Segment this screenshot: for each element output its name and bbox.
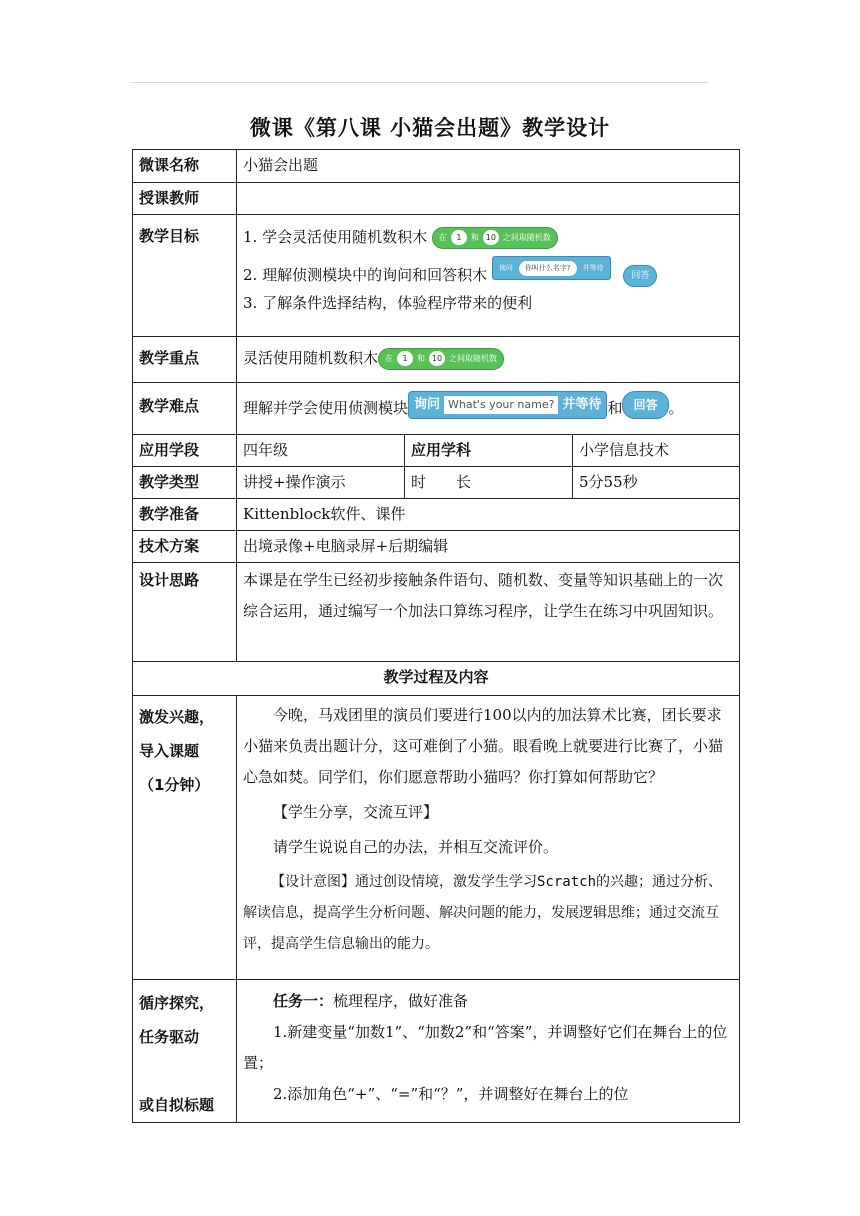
random-block-mid: 和 xyxy=(417,354,426,363)
stage-1-line-2: 导入课题 xyxy=(139,742,200,760)
value-course-name: 小猫会出题 xyxy=(237,150,740,183)
row-tech xyxy=(133,531,740,563)
value-prep: Kittenblock软件、课件 xyxy=(237,499,740,531)
value-duration: 5分55秒 xyxy=(573,467,740,499)
stage-2-line-1: 循序探究， xyxy=(139,994,215,1012)
label-teacher: 授课教师 xyxy=(133,183,237,215)
random-block-min: 1 xyxy=(397,351,413,366)
answer-block: 回答 xyxy=(623,265,657,287)
value-design: 本课是在学生已经初步接触条件语句、随机数、变量等知识基础上的一次综合运用，通过编写一个加法口算练习程序，让学生在练习中巩固知识。 xyxy=(237,563,740,662)
label-key-points: 教学重点 xyxy=(133,337,237,383)
label-prep: 教学准备 xyxy=(133,499,237,531)
stage-2-line-4: 或自拟标题 xyxy=(139,1096,215,1114)
row-process-header xyxy=(133,662,740,696)
goal-2 xyxy=(243,261,733,289)
difficulties-text: 理解并学会使用侦测模块 xyxy=(243,399,409,417)
random-block-pre: 在 xyxy=(385,354,394,363)
task-1-step-1: 1.新建变量“加数1”、“加数2”和“答案”，并调整好它们在舞台上的位置； xyxy=(243,1023,728,1072)
row-key-points xyxy=(133,337,740,383)
random-block-mid: 和 xyxy=(470,233,479,242)
ask-and-wait-block xyxy=(492,256,611,280)
goal-1 xyxy=(243,223,733,251)
row-teacher xyxy=(133,183,740,215)
stage-2-line-2: 任务驱动 xyxy=(139,1028,200,1046)
answer-block-large: 回答 xyxy=(622,391,668,419)
row-stage-2 xyxy=(133,980,740,1123)
ask-block-post: 并等待 xyxy=(562,397,602,412)
row-stage-1 xyxy=(133,696,740,980)
goal-3: 3. 了解条件选择结构，体验程序带来的便利 xyxy=(243,294,533,312)
label-tech: 技术方案 xyxy=(133,531,237,563)
stage-1-intro: 今晚，马戏团里的演员们要进行100以内的加法算术比赛，团长要求小猫来负责出题计分，这可难倒了小猫。眼看晚上就要进行比赛了，小猫心急如焚。同学们，你们愿意帮助小猫吗？你打算如何帮助它？ xyxy=(243,706,724,786)
task-1-title: 任务一： xyxy=(273,992,334,1010)
lesson-design-table xyxy=(132,149,740,1123)
task-1-desc: 梳理程序，做好准备 xyxy=(333,992,469,1010)
random-block-pre: 在 xyxy=(438,233,447,242)
row-difficulties xyxy=(133,383,740,435)
label-grade: 应用学段 xyxy=(133,435,237,467)
value-tech: 出境录像+电脑录屏+后期编辑 xyxy=(237,531,740,563)
row-grade-subject xyxy=(133,435,740,467)
header-rule xyxy=(130,82,708,83)
label-subject: 应用学科 xyxy=(405,435,573,467)
label-difficulties: 教学难点 xyxy=(133,383,237,435)
row-goals xyxy=(133,215,740,337)
stage-1-line-3: （1分钟） xyxy=(139,776,210,794)
ask-block-question: 你叫什么名字? xyxy=(519,261,577,276)
document-title: 微课《第八课 小猫会出题》教学设计 xyxy=(249,116,611,140)
stage-1-line-1: 激发兴趣， xyxy=(139,708,215,726)
ask-block-question: What's your name? xyxy=(444,396,558,414)
stage-2-line-gap xyxy=(139,1054,230,1088)
ask-block-post: 并等待 xyxy=(582,264,604,272)
value-type: 讲授+操作演示 xyxy=(237,467,405,499)
process-header: 教学过程及内容 xyxy=(133,662,740,696)
task-1-step-2: 2.添加角色“+”、“=”和“？”，并调整好在舞台上的位 xyxy=(273,1085,629,1103)
difficulties-end: 。 xyxy=(668,399,684,417)
label-type: 教学类型 xyxy=(133,467,237,499)
stage-1-evaluate: 请学生说说自己的办法，并相互交流评价。 xyxy=(273,838,559,856)
row-type-duration xyxy=(133,467,740,499)
random-block-max: 10 xyxy=(483,230,499,245)
value-subject: 小学信息技术 xyxy=(573,435,740,467)
value-difficulties xyxy=(237,383,740,435)
row-course-name xyxy=(133,150,740,183)
key-points-text: 灵活使用随机数积木 xyxy=(243,349,379,367)
value-grade: 四年级 xyxy=(237,435,405,467)
label-stage-1 xyxy=(133,696,237,980)
label-design: 设计思路 xyxy=(133,563,237,662)
value-teacher xyxy=(237,183,740,215)
random-block-min: 1 xyxy=(451,230,467,245)
ask-block-pre: 询问 xyxy=(498,264,513,272)
stage-2-content xyxy=(237,980,740,1123)
task-1-heading xyxy=(243,986,733,1017)
difficulties-and: 和 xyxy=(607,399,623,417)
row-design xyxy=(133,563,740,662)
random-block-post: 之间取随机数 xyxy=(449,354,498,363)
stage-1-content xyxy=(237,696,740,980)
value-goals xyxy=(237,215,740,337)
goal-2-text: 2. 理解侦测模块中的询问和回答积木 xyxy=(243,266,488,284)
stage-1-share: 【学生分享，交流互评】 xyxy=(273,803,439,821)
random-block xyxy=(432,227,558,249)
ask-and-wait-block-large xyxy=(408,391,607,419)
label-stage-2 xyxy=(133,980,237,1123)
value-key-points xyxy=(237,337,740,383)
random-block-max: 10 xyxy=(429,351,445,366)
row-prep xyxy=(133,499,740,531)
goal-1-text: 1. 学会灵活使用随机数积木 xyxy=(243,228,428,246)
label-course-name: 微课名称 xyxy=(133,150,237,183)
random-block-2 xyxy=(378,348,504,370)
ask-block-pre: 询问 xyxy=(414,397,441,412)
random-block-post: 之间取随机数 xyxy=(502,233,551,242)
label-duration: 时 长 xyxy=(405,467,573,499)
stage-1-intent: 【设计意图】通过创设情境，激发学生学习Scratch的兴趣；通过分析、解读信息，提高学生分析问题、解决问题的能力，发展逻辑思维；通过交流互评，提高学生信息输出的能力。 xyxy=(243,874,722,952)
label-goals: 教学目标 xyxy=(133,215,237,337)
